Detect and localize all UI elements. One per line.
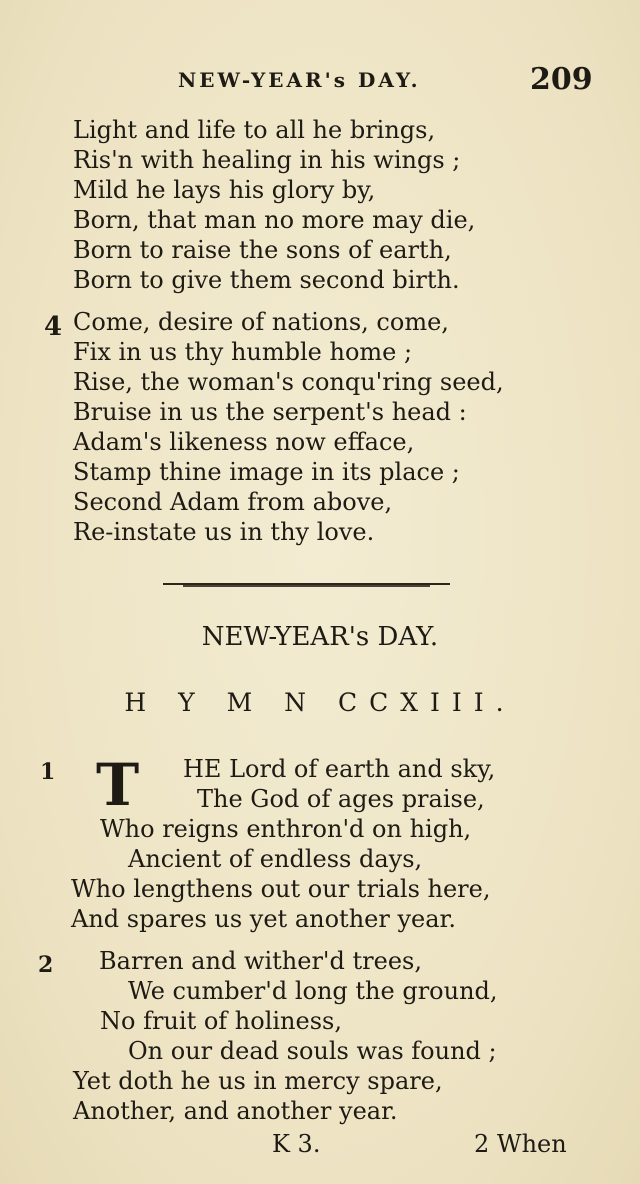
verse-line: Barren and wither'd trees, xyxy=(99,947,422,975)
verse-line: Born, that man no more may die, xyxy=(73,206,476,234)
verse-line: Re-instate us in thy love. xyxy=(73,518,375,546)
verse-line: Who lengthens out our trials here, xyxy=(71,875,491,903)
verse-line: The God of ages praise, xyxy=(197,785,485,813)
verse-line: Ris'n with healing in his wings ; xyxy=(73,146,461,174)
drop-cap: T xyxy=(96,751,140,819)
verse-line: Bruise in us the serpent's head : xyxy=(73,398,467,426)
stanza-number: 4 xyxy=(44,312,63,342)
verse-line: Light and life to all he brings, xyxy=(73,116,436,144)
verse-line: Born to give them second birth. xyxy=(73,266,460,294)
verse-line: Who reigns enthron'd on high, xyxy=(100,815,472,843)
page-number: 209 xyxy=(530,62,593,97)
verse-line: HE Lord of earth and sky, xyxy=(183,755,496,783)
verse-line: Another, and another year. xyxy=(73,1097,398,1125)
verse-line: We cumber'd long the ground, xyxy=(128,977,498,1005)
divider-line-bottom xyxy=(183,585,430,587)
stanza-number: 1 xyxy=(40,759,56,785)
catchword: 2 When xyxy=(474,1130,567,1158)
verse-line: Fix in us thy humble home ; xyxy=(73,338,413,366)
signature-mark: K 3. xyxy=(272,1130,321,1158)
verse-line: Yet doth he us in mercy spare, xyxy=(73,1067,443,1095)
stanza-number: 2 xyxy=(38,952,54,978)
verse-line: Second Adam from above, xyxy=(73,488,393,516)
verse-line: Rise, the woman's conqu'ring seed, xyxy=(73,368,504,396)
hymn-title: NEW-YEAR's DAY. xyxy=(201,622,439,652)
verse-line: Adam's likeness now efface, xyxy=(73,428,415,456)
verse-line: Ancient of endless days, xyxy=(128,845,423,873)
page-header xyxy=(0,62,640,102)
running-head: NEW-YEAR's DAY. xyxy=(178,68,421,92)
verse-line: Born to raise the sons of earth, xyxy=(73,236,452,264)
section-divider xyxy=(163,583,450,587)
verse-line: No fruit of holiness, xyxy=(100,1007,342,1035)
verse-line: Mild he lays his glory by, xyxy=(73,176,376,204)
verse-line: And spares us yet another year. xyxy=(71,905,456,933)
verse-line: Stamp thine image in its place ; xyxy=(73,458,460,486)
verse-line: On our dead souls was found ; xyxy=(128,1037,497,1065)
verse-line: Come, desire of nations, come, xyxy=(73,308,449,336)
hymn-number: H Y M N CCXIII. xyxy=(124,688,516,717)
